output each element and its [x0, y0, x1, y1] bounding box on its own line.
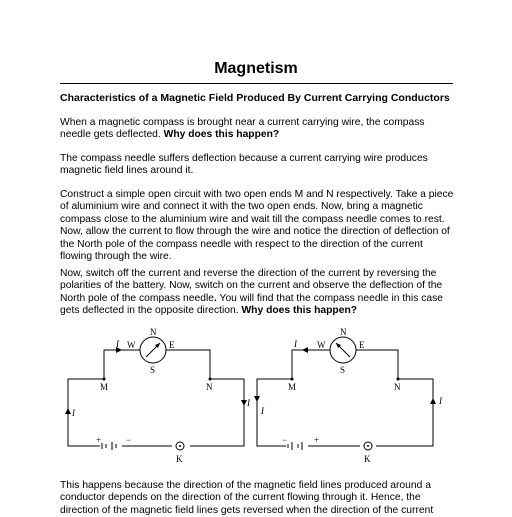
end-n-label: N — [206, 382, 213, 392]
compass-west-label: W — [127, 340, 136, 350]
battery-minus-label: − — [126, 435, 132, 445]
title-divider — [60, 83, 453, 84]
paragraph-reverse-dot: . — [213, 292, 217, 304]
key-label: K — [364, 454, 371, 464]
page-title: Magnetism — [214, 60, 298, 77]
current-label: I — [294, 339, 297, 349]
paragraph-answer: The compass needle suffers deflection because a current carrying wire produces magnetic field lines around it. — [60, 153, 428, 177]
current-arrow — [65, 408, 71, 414]
compass-south-label: S — [150, 365, 156, 375]
current-label: I — [261, 406, 264, 416]
paragraph-intro-question: Why does this happen? — [163, 129, 280, 141]
paragraph-intro — [60, 117, 455, 142]
paragraph-explanation: This happens because the direction of the magnetic field lines produced around a conductor depends on the direction of the current flowing through it. Hence, the direction of the magnetic field lines gets reversed when the direction of the current — [60, 480, 434, 516]
paragraph-reverse — [60, 268, 455, 318]
battery-minus-label: − — [282, 435, 288, 445]
current-arrow — [302, 347, 308, 353]
compass-east-label: E — [359, 340, 365, 350]
compass-north-label: N — [340, 327, 347, 337]
paragraph-reverse-question: Why does this happen? — [241, 305, 358, 317]
compass-south-label: S — [340, 365, 346, 375]
current-label: I — [72, 408, 75, 418]
compass-north-label: N — [150, 327, 157, 337]
current-arrow — [254, 396, 260, 402]
circuit-diagram-left — [60, 326, 250, 466]
paragraph-intro-text: When a magnetic compass is brought near a current carrying wire, the compass needle gets deflected. — [60, 117, 425, 141]
end-m-label: M — [100, 382, 109, 392]
current-arrow — [430, 398, 436, 404]
section-heading: Characteristics of a Magnetic Field Produced By Current Carrying Conductors — [60, 92, 450, 104]
end-n-label: N — [394, 382, 401, 392]
paragraph-experiment: Construct a simple open circuit with two open ends M and N respectively. Take a piece of aluminium wire and connect it with the two open ends. Now, bring a magnetic compass close to the aluminium wire and wait till the compass needle comes to rest. Now, allow the current to flow through the wire and notice the direction of deflection of the North pole of the compass needle with respect to the direction of the current flowing through the wire. — [60, 189, 454, 263]
paragraph-reverse-text: Now, switch off the current and reverse the direction of the current by reversing the polarities of the battery. Now, switch on the current and observe the deflection of the North pole of the compass needle — [60, 268, 443, 304]
compass-east-label: E — [169, 340, 175, 350]
end-m-label: M — [288, 382, 297, 392]
paragraph-reverse-text2: You will find that the compass needle in this case gets deflected in the opposite direction. — [60, 292, 443, 317]
circuit-diagram-right — [252, 326, 448, 466]
current-label: I — [247, 398, 250, 408]
current-label: I — [439, 396, 442, 406]
compass-west-label: W — [317, 340, 326, 350]
current-label: I — [116, 339, 119, 349]
battery-plus-label: + — [314, 435, 320, 445]
key-label: K — [176, 454, 183, 464]
battery-plus-label: + — [96, 435, 102, 445]
